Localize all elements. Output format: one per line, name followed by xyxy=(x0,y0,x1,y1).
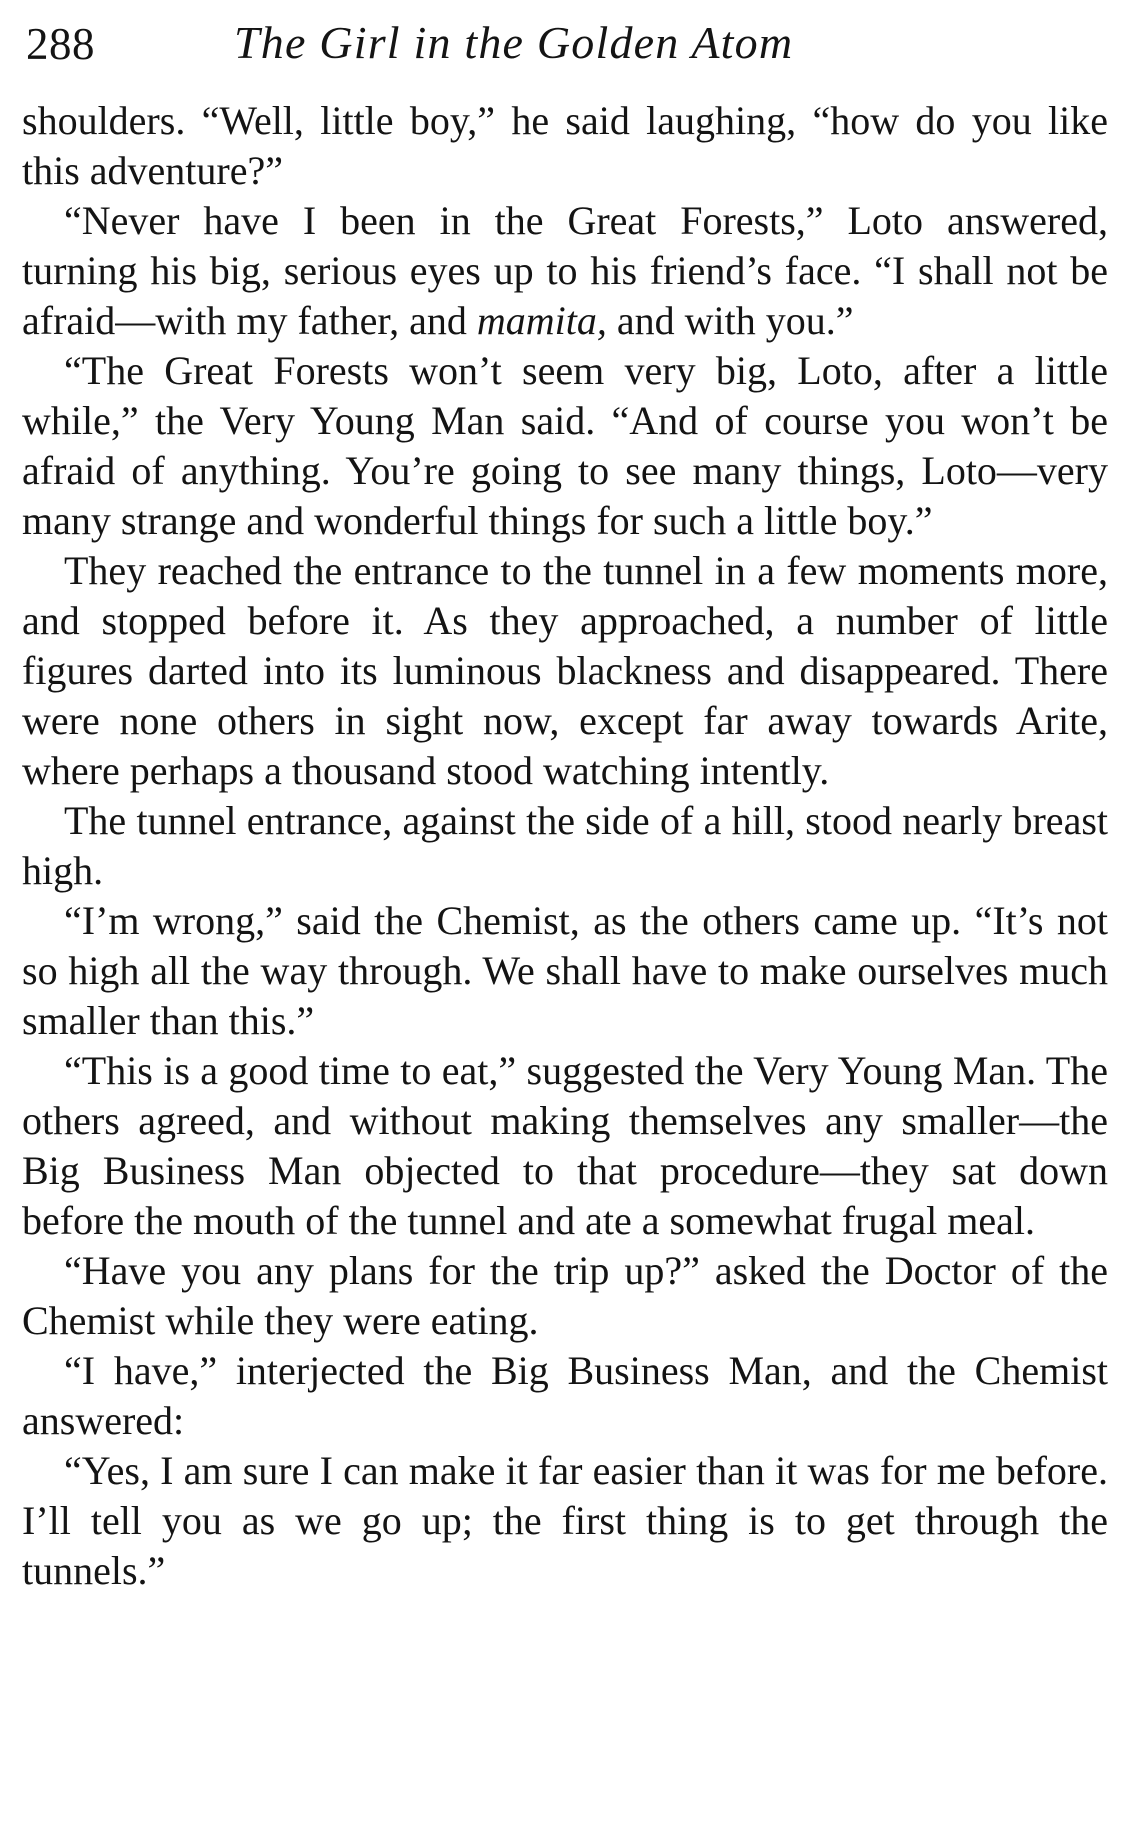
running-title: The Girl in the Golden Atom xyxy=(234,17,794,68)
paragraph: “Never have I been in the Great Forests,” Loto answered, turning his big, serious eyes up to his friend’s face. “I shall not be afraid—with my father, and mamita, and with you.” xyxy=(22,198,1108,343)
paragraph: “I’m wrong,” said the Chemist, as the others came up. “It’s not so high all the way through. We shall have to make ourselves much smaller than this.” xyxy=(22,898,1108,1043)
page-number: 288 xyxy=(26,19,95,69)
paragraph: “Yes, I am sure I can make it far easier than it was for me before. I’ll tell you as we go up; the first thing is to get through the tunnels.” xyxy=(22,1448,1108,1593)
paragraph: They reached the entrance to the tunnel in a few moments more, and stopped before it. As they approached, a number of little figures darted into its luminous blackness and disappeared. There were none others in sight now, except far away towards Arite, where perhaps a thousand stood watching intently. xyxy=(22,548,1108,793)
body-text xyxy=(22,96,1108,1596)
paragraph: shoulders. “Well, little boy,” he said laughing, “how do you like this adventure?” xyxy=(22,98,1108,193)
italic-word: mamita, xyxy=(476,298,607,343)
paragraph: “The Great Forests won’t seem very big, Loto, after a little while,” the Very Young Man said. “And of course you won’t be afraid of anything. You’re going to see many things, Loto—very many strange and wonderful things for such a little boy.” xyxy=(22,348,1108,543)
paragraph: “This is a good time to eat,” suggested the Very Young Man. The others agreed, and without making themselves any smaller—the Big Business Man objected to that procedure—they sat down before the mouth of the tunnel and ate a somewhat frugal meal. xyxy=(22,1048,1108,1243)
paragraph: “I have,” interjected the Big Business Man, and the Chemist answered: xyxy=(22,1348,1108,1443)
paragraph: “Have you any plans for the trip up?” asked the Doctor of the Chemist while they were eating. xyxy=(22,1248,1108,1343)
page-header xyxy=(26,10,1100,80)
paragraph: The tunnel entrance, against the side of a hill, stood nearly breast high. xyxy=(22,798,1108,893)
